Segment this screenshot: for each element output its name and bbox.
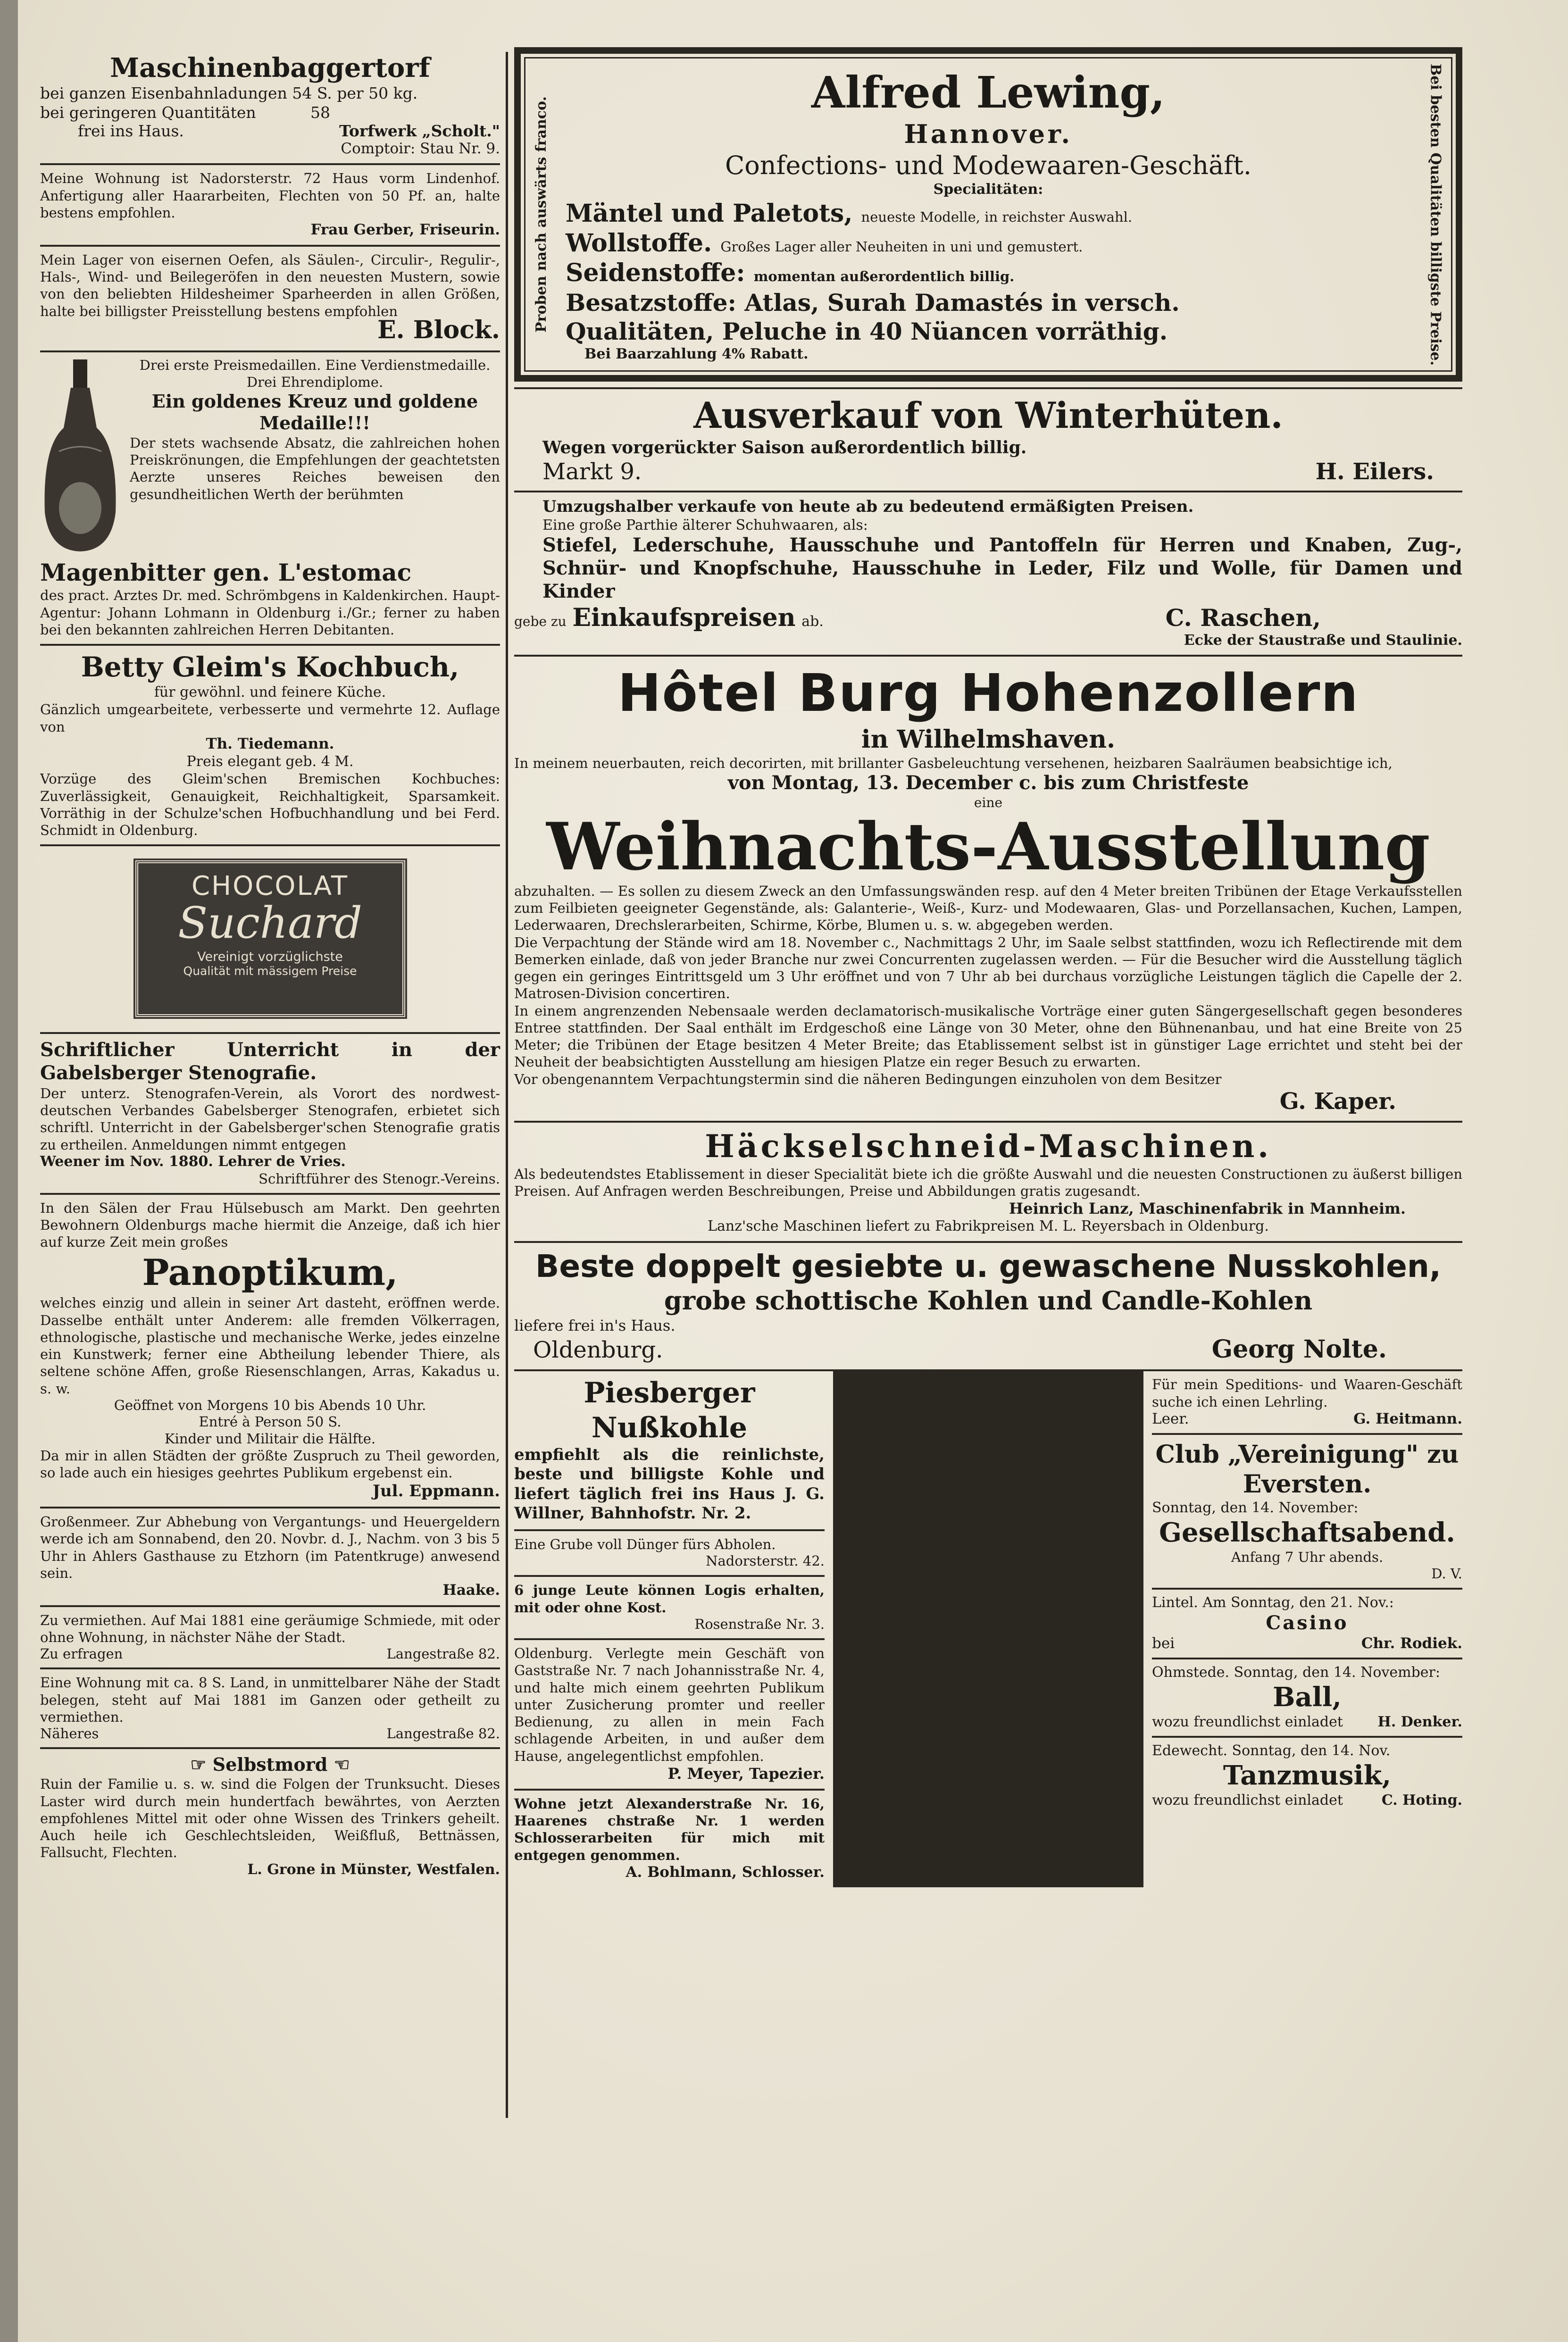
ad-signature: Haake. [442, 1582, 500, 1599]
ad-spec: Specialitäten: [933, 181, 1043, 198]
ad-body: welches einzig und allein in seiner Art dasteht, eröffnen werde. Dasselbe enthält unter Anderem: alle fremden Völkerragen, ethnologische, plastische und mechanische Werke, jedes einzelne ein Kunstwerk; ferner eine Abtheilung lebender Thiere, als seltene schöne Affen, große Riesenschlangen, Arras, Kakadus u. s. w. [40, 1295, 500, 1397]
ad-line: Zu erfragen [40, 1646, 123, 1662]
ad-body: Oldenburg. Verlegte mein Geschäft von Gaststraße Nr. 7 nach Johannisstraße Nr. 4, und halte mich einem geehrten Publikum unter Zusicherung promter und reeller Bedienung, zu allen in mein Fach schlagende Arbeiten, in und außer dem Hause, angelegentlichst empfohlen. [514, 1645, 825, 1764]
hand-pointer-icon: ☞ [190, 1754, 213, 1775]
ad-lestomac [40, 352, 500, 646]
ad-sub: Wegen vorgerückter Saison außerordentlich billig. [542, 438, 1027, 458]
ad-ohmstede [1152, 1659, 1462, 1738]
ad-club [1152, 1435, 1462, 1590]
ad-city: in Wilhelmshaven. [861, 725, 1116, 754]
logo-text: Vereinigt vorzüglichste [197, 950, 343, 965]
ad-body: Da mir in allen Städten der größte Zuspruch zu Theil geworden, so lade auch ein hiesiges geehrtes Publikum ergebenst ein. [40, 1448, 500, 1481]
ad-title: Magenbitter gen. L'estomac [40, 558, 412, 587]
ad-kochbuch [40, 646, 500, 846]
inner-column-divider [833, 1371, 1143, 1887]
ad-line: Langestraße 82. [386, 1646, 500, 1662]
ad-line: bei geringeren Quantitäten [40, 103, 256, 122]
ad-line: bei ganzen Eisenbahnladungen 54 S. per 50 kg. [40, 84, 418, 103]
ad-title: Piesberger Nußkohle [584, 1376, 755, 1444]
ad-line: Entré à Person 50 S. [199, 1414, 342, 1430]
ad-body: Wohne jetzt Alexanderstraße Nr. 16, Haarenes chstraße Nr. 1 werden Schlosserarbeiten für mich mit entgegen genommen. [514, 1795, 825, 1863]
ad-line: Markt 9. [542, 458, 642, 485]
ad-body: In meinem neuerbauten, reich decorirten, mit brillanter Gasbeleuchtung versehenen, heizbaren Saalräumen beabsichtige ich, [514, 755, 1393, 771]
ad-body: Vor obengenanntem Verpachtungstermin sind die näheren Bedingungen einzuholen von dem Besitzer [514, 1071, 1222, 1087]
ad-signature: Chr. Rodiek. [1361, 1634, 1462, 1652]
ad-event: Ball, [1273, 1682, 1342, 1713]
ad-rabatt: Bei Baarzahlung 4% Rabatt. [584, 345, 809, 362]
ad-line: eine [974, 794, 1003, 810]
ad-head: Umzugshalber verkaufe von heute ab zu bedeutend ermäßigten Preisen. [542, 497, 1194, 517]
ad-line: gebe zu [514, 613, 567, 629]
ad-event: Gesellschaftsabend. [1159, 1517, 1455, 1549]
ad-body: Vorzüge des Gleim'schen Bremischen Kochbuches: Zuverlässigkeit, Genauigkeit, Reichhaltigkeit, Sparsamkeit. Vorräthig in der Schulze'schen Hofbuchhandlung und bei Ferd. Schmidt in Oldenburg. [40, 771, 500, 839]
ad-body: Mein Lager von eisernen Oefen, als Säulen-, Circulir-, Regulir-, Hals-, Wind- und Beilegeröfen in den neuesten Mustern, sowie von den beliebten Hildesheimer Sparheerden in allen Größen, halte bei billigster Preisstellung bestens empfohlen [40, 251, 500, 319]
ad-signature: G. Heitmann. [1353, 1410, 1462, 1427]
spec-item [566, 228, 1411, 258]
ad-panoptikum [40, 1195, 500, 1509]
ad-title: Beste doppelt gesiebte u. gewaschene Nusskohlen, [535, 1248, 1441, 1284]
ad-raschen [514, 492, 1462, 657]
ad-dates: von Montag, 13. December c. bis zum Christfeste [727, 772, 1249, 794]
ad-lewing [514, 47, 1462, 389]
ad-line: bei [1152, 1634, 1175, 1652]
ad-duenger [514, 1531, 825, 1577]
ad-eilers [514, 389, 1462, 492]
spec-desc: momentan außerordentlich billig. [753, 268, 1015, 285]
ad-footer: Lanz'sche Maschinen liefert zu Fabrikpreisen M. L. Reyersbach in Oldenburg. [708, 1218, 1269, 1235]
ad-business: Confections- und Modewaaren-Geschäft. [725, 150, 1252, 181]
ad-heitmann [1152, 1371, 1462, 1435]
ad-title: Alfred Lewing, [811, 67, 1165, 118]
ad-signature: L. Grone in Münster, Westfalen. [247, 1861, 500, 1878]
ad-title: Hôtel Burg Hohenzollern [617, 663, 1359, 724]
ad-body: Meine Wohnung ist Nadorsterstr. 72 Haus vorm Lindenhof. Anfertigung aller Haararbeiten, Flechten von 50 Pf. an, halte bestens empfohlen. [40, 170, 500, 221]
ad-signature: D. V. [1431, 1566, 1462, 1582]
ad-signature: A. Bohlmann, Schlosser. [626, 1863, 825, 1881]
ad-line: Lintel. Am Sonntag, den 21. Nov.: [1152, 1594, 1394, 1611]
ad-line: Einkaufspreisen [572, 603, 796, 632]
ad-signature: C. Hoting. [1381, 1792, 1462, 1809]
ad-body: Eine Wohnung mit ca. 8 S. Land, in unmittelbarer Nähe der Stadt belegen, steht auf Mai 1881 im Ganzen oder getheilt zu vermiethen. [40, 1675, 500, 1725]
ad-headline: Weihnachts-Ausstellung [546, 808, 1430, 885]
ad-sub: grobe schottische Kohlen und Candle-Kohlen [664, 1285, 1313, 1316]
ad-body: In einem angrenzenden Nebensaale werden declamatorisch-musikalische Vorträge einer guten Sängergesellschaft gegen besonderes Entree stattfinden. Der Saal enthält im Erdgeschoß eine Länge von 30 Meter, ohne den Bühnenanbau, und hat eine Breite von 25 Meter; die Tribünen der Etage besitzen 4 Meter Breite; das Etablissement selbst ist in günstiger Lage errichtet und steht bei der Neuheit der beabsichtigten Ausstellung am hiesigen Platze ein reger Besuch zu erwarten. [514, 1002, 1462, 1070]
ad-title: Häckselschneid-Maschinen. [705, 1128, 1272, 1165]
ad-line: Sonntag, den 14. November: [1152, 1499, 1359, 1516]
ad-gerber [40, 165, 500, 247]
ad-line: Comptoir: Stau Nr. 9. [341, 140, 500, 157]
ad-title: Schriftlicher Unterricht in der Gabelsberger Stenografie. [40, 1039, 500, 1084]
ad-leute [514, 1577, 825, 1640]
right-column [514, 47, 1462, 2118]
ad-vermiethen [40, 1607, 500, 1670]
ad-block [40, 247, 500, 352]
ad-body: empfiehlt als die reinlichste, beste und billigste Kohle und liefert täglich frei ins Haus J. G. Willner, Bahnhofstr. Nr. 2. [514, 1445, 825, 1523]
ad-line: Gänzlich umgearbeitete, verbesserte und vermehrte 12. Auflage von [40, 701, 500, 735]
ad-body: Eine Grube voll Dünger fürs Abholen. [514, 1536, 776, 1552]
ad-torf [40, 47, 500, 165]
spec-item [566, 258, 1411, 288]
ad-signature: Torfwerk „Scholt." [339, 121, 500, 140]
ad-intro: In den Sälen der Frau Hülsebusch am Markt. Den geehrten Bewohnern Oldenburgs mache hiermit die Anzeige, daß ich hier auf kurze Zeit mein großes [40, 1200, 500, 1250]
ad-addr: Rosenstraße Nr. 3. [694, 1616, 825, 1632]
ad-lintel [1152, 1590, 1462, 1659]
ad-signature: H. Eilers. [1315, 458, 1434, 485]
ad-line: frei ins Haus. [78, 121, 184, 140]
left-column [40, 47, 500, 2118]
ornamental-frame [514, 47, 1462, 382]
ad-line: liefere frei in's Haus. [514, 1317, 676, 1335]
side-text-left: Proben nach auswärts franco. [533, 96, 550, 333]
ad-event: Casino [1266, 1612, 1349, 1634]
ad-line: 58 [310, 103, 330, 122]
ad-line: Edewecht. Sonntag, den 14. Nov. [1152, 1742, 1391, 1759]
suchard-logo [135, 860, 405, 1017]
ad-line: Kinder und Militair die Hälfte. [164, 1430, 376, 1447]
ad-line: ab. [801, 613, 824, 630]
ad-signature: E. Block. [377, 315, 500, 344]
ad-signature: Georg Nolte. [1211, 1335, 1387, 1364]
spec-name: Wollstoffe. [566, 229, 712, 258]
spec-desc: Großes Lager aller Neuheiten in uni und gemustert. [720, 239, 1083, 255]
ad-selbstmord [40, 1749, 500, 1884]
ad-line: für gewöhnl. und feinere Küche. [154, 683, 386, 700]
ad-hotel [514, 657, 1462, 1123]
ad-suchard [40, 846, 500, 1034]
spec-name: Mäntel und Paletots, [566, 199, 853, 228]
ad-line: Oldenburg. [533, 1337, 663, 1364]
ad-title: Ausverkauf von Winterhüten. [693, 394, 1283, 437]
ad-body: Für mein Speditions- und Waaren-Geschäft suche ich einen Lehrling. [1152, 1376, 1462, 1410]
ad-body: Die Verpachtung der Stände wird am 18. November c., Nachmittags 2 Uhr, im Saale selbst stattfinden, wozu ich Reflectirende mit dem Bemerken einlade, daß von jeder Branche nur zwei Concurrenten zugelassen werden. — Für die Besucher wird die Ausstellung täglich gegen ein geringes Eintrittsgeld um 3 Uhr eröffnet und von 7 Uhr ab bei durchaus vorzügliche Leistungen täglich die Capelle der 2. Matrosen-Division concertiren. [514, 934, 1462, 1002]
ad-intro: Drei erste Preismedaillen. Eine Verdienstmedaille. Drei Ehrendiplome. [139, 357, 491, 390]
ad-line: Eine große Parthie älterer Schuhwaaren, als: [542, 517, 868, 533]
ad-title: Club „Vereinigung" zu Eversten. [1155, 1440, 1459, 1499]
ad-signature: Jul. Eppmann. [372, 1481, 500, 1500]
ad-signature: Schriftführer des Stenogr.-Vereins. [259, 1170, 500, 1187]
ad-body: 6 junge Leute können Logis erhalten, mit oder ohne Kost. [514, 1582, 825, 1616]
ad-signature: Weener im Nov. 1880. Lehrer de Vries. [40, 1153, 346, 1170]
ad-title: Betty Gleim's Kochbuch, [81, 651, 459, 683]
ad-line: wozu freundlichst einladet [1152, 1713, 1343, 1730]
ad-title-text: Selbstmord [212, 1754, 328, 1775]
ad-event: Tanzmusik, [1223, 1760, 1392, 1792]
ad-nolte [514, 1243, 1462, 1371]
logo-text: CHOCOLAT [191, 871, 349, 902]
ad-body: Ruin der Familie u. s. w. sind die Folgen der Trunksucht. Dieses Laster wird durch mein hundertfach bewährtes, von Aerzten empfohlenes Mittel mit oder ohne Wissen des Trinkers geheilt. Auch heile ich Geschlechtsleiden, Weißfluß, Bettnässen, Fallsucht, Flechten. [40, 1776, 500, 1861]
ad-body: Der stets wachsende Absatz, die zahlreichen hohen Preiskrönungen, die Empfehlungen der geachtetsten Aerzte unseres Reiches beweisen den gesundheitlichen Werth der berühmten [130, 434, 500, 502]
ad-wohnung [40, 1669, 500, 1749]
ad-signature: G. Kaper. [1279, 1088, 1396, 1115]
ad-edewecht [1152, 1738, 1462, 1814]
side-text-right: Bei besten Qualitäten billigste Preise. [1427, 63, 1444, 366]
small-ads-split [514, 1371, 1462, 1887]
ad-headline: Ein goldenes Kreuz und goldene Medaille!!! [151, 391, 478, 434]
ad-body: Stiefel, Lederschuhe, Hausschuhe und Pantoffeln für Herren und Knaben, Zug-, Schnür- und Knopfschuhe, Hausschuhe in Leder, Filz und Wolle, für Damen und Kinder [542, 534, 1462, 602]
ad-addr: Ecke der Staustraße und Staulinie. [1184, 632, 1462, 649]
ad-addr: Nadorsterstr. 42. [706, 1552, 825, 1569]
logo-text: Qualität mit mässigem Preise [183, 964, 357, 978]
ad-line: Langestraße 82. [386, 1725, 500, 1742]
spec-item: Besatzstoffe: Atlas, Surah Damastés in versch. [566, 288, 1180, 317]
bottle-illustration [40, 357, 120, 555]
spec-desc: neueste Modelle, in reichster Auswahl. [861, 208, 1133, 225]
ad-author: Th. Tiedemann. [206, 735, 334, 752]
ad-signature: Heinrich Lanz, Maschinenfabrik in Mannheim. [1009, 1200, 1406, 1218]
ad-body: Großenmeer. Zur Abhebung von Vergantungs- und Heuergeldern werde ich am Sonnabend, den 20. Novbr. d. J., Nachm. von 3 bis 5 Uhr in Ahlers Gasthause zu Etzhorn (im Patentkruge) anwesend sein. [40, 1514, 500, 1581]
side-text [1419, 54, 1452, 375]
ad-footer: des pract. Arztes Dr. med. Schrömbgens in Kaldenkirchen. Haupt-Agentur: Johann Lohmann in Oldenburg i./Gr.; ferner zu haben bei den bekannten zahlreichen Herren Debitanten. [40, 587, 500, 638]
ad-title: Panoptikum, [142, 1251, 398, 1293]
spec-name: Seidenstoffe: [566, 258, 745, 288]
ad-body: abzuhalten. — Es sollen zu diesem Zweck an den Umfassungswänden resp. auf den 4 Meter breiten Tribünen der Etage Verkaufsstellen zum Feilbieten geeigneter Gegenstände, als: Galanterie-, Weiß-, Kurz- und Modewaaren, Glas- und Porzellansachen, Kuchen, Lampen, Lederwaaren, Drechslerarbeiten, Schirme, Körbe, Blumen u. s. w. abgegeben werden. [514, 883, 1462, 933]
page-edge-shadow [0, 0, 18, 2342]
ad-price: Preis elegant geb. 4 M. [186, 753, 354, 770]
spec-item: Qualitäten, Peluche in 40 Nüancen vorräthig. [566, 317, 1168, 345]
ad-grossenmeer [40, 1509, 500, 1607]
ad-willner [514, 1371, 825, 1531]
ad-signature: C. Raschen, [1165, 603, 1321, 632]
ad-meyer [514, 1640, 825, 1791]
ad-city: Hannover. [904, 119, 1073, 150]
ad-line: Geöffnet von Morgens 10 bis Abends 10 Uhr. [114, 1397, 426, 1413]
ad-title [40, 1754, 500, 1775]
ad-signature: P. Meyer, Tapezier. [667, 1764, 825, 1783]
ad-body: Zu vermiethen. Auf Mai 1881 eine geräumige Schmiede, mit oder ohne Wohnung, in nächster Nähe der Stadt. [40, 1612, 500, 1646]
ad-title: Maschinenbaggertorf [110, 52, 430, 83]
ad-line: wozu freundlichst einladet [1152, 1792, 1343, 1809]
ad-body: Der unterz. Stenografen-Verein, als Vorort des nordwest-deutschen Verbandes Gabelsberger Stenografen, erbietet sich schriftl. Unterricht in der Gabelsberger'schen Stenografie gratis zu ertheilen. Anmeldungen nimmt entgegen [40, 1085, 500, 1153]
logo-text: Suchard [178, 898, 362, 949]
ad-line: Anfang 7 Uhr abends. [1231, 1549, 1384, 1565]
ad-line: Leer. [1152, 1410, 1189, 1427]
ad-signature: H. Denker. [1377, 1713, 1462, 1730]
ad-bohlmann [514, 1791, 825, 1887]
column-divider [506, 52, 508, 2118]
hand-pointer-icon: ☜ [327, 1754, 350, 1775]
ad-signature: Frau Gerber, Friseurin. [310, 221, 500, 239]
ad-line: Ohmstede. Sonntag, den 14. November: [1152, 1664, 1441, 1681]
small-ads-right [1152, 1371, 1462, 1887]
ad-line: Näheres [40, 1725, 99, 1742]
ad-body: Als bedeutendstes Etablissement in dieser Specialität biete ich die größte Auswahl und die neuesten Constructionen zu äußerst billigen Preisen. Auf Anfragen werden Beschreibungen, Preise und Abbildungen gratis zugesandt. [514, 1166, 1462, 1200]
ad-lanz [514, 1123, 1462, 1243]
small-ads-left [514, 1371, 825, 1887]
ad-steno [40, 1034, 500, 1195]
spec-item [566, 199, 1411, 228]
side-text [525, 54, 558, 375]
